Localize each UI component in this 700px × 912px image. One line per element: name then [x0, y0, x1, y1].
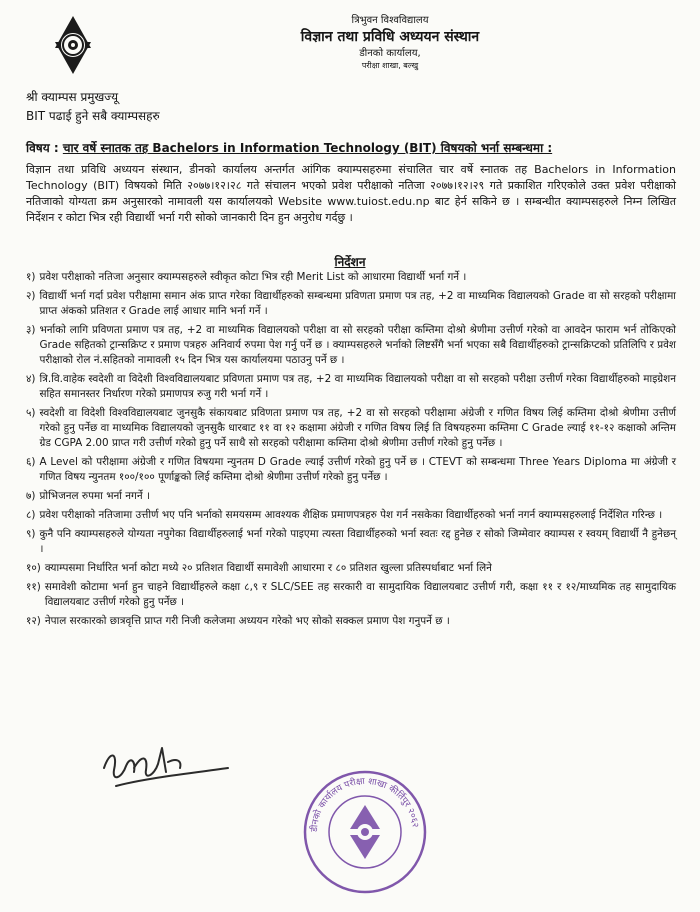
directive-text: समावेशी कोटामा भर्ना हुन चाहने विद्यार्थीहरुले कक्षा ८,९ र SLC/SEE तह सरकारी वा सामुदायिक विद्यालयबाट उत्तीर्ण गरी, कक्षा ११ र १२/माध्यमिक तह सामुदायिक विद्यालयबाट उत्तीर्ण गरेको हुनु पर्नेछ । [44, 581, 676, 608]
directive-number: १०) [26, 562, 41, 574]
directive-number: ९) [26, 528, 36, 540]
directive-number: ६) [26, 456, 36, 468]
recipient-line-2: BIT पढाई हुने सबै क्याम्पसहरु [26, 109, 160, 123]
directive-item [26, 614, 676, 629]
subject-line [26, 140, 676, 156]
branch-name: परीक्षा शाखा, बल्खु [361, 61, 419, 70]
directive-item [26, 270, 676, 285]
directive-number: ३) [26, 324, 36, 336]
directive-item [26, 527, 676, 557]
directive-number: १२) [26, 615, 41, 627]
directive-text: स्वदेशी वा विदेशी विश्वविद्यालयबाट जुनसुकै संकायबाट प्रविणता प्रमाण पत्र तह, +2 वा सो सरहको परीक्षामा अंग्रेजी र गणित विषय लिई कम्तिमा दोश्रो श्रेणीमा उत्तीर्ण गरेको हुनु पर्नेछ वा माध्यमिक विद्यालयको जुनसुकै धारबाट ११ वा १२ कक्षामा अंग्रेजी र गणित विषय लिई ति विषयहरुमा कम्तिमा C Grade ल्याई ११-१२ कक्षाको अन्तिम ग्रेड CGPA 2.00 प्राप्त गरी उत्तीर्ण गरेको हुनु पर्ने साथै सो सरहको परीक्षामा कम्तिमा दोश्रो श्रेणीमा उत्तीर्ण गरेको हुनु पर्नेछ । [39, 407, 676, 449]
directive-item [26, 289, 676, 319]
directive-text: विद्यार्थी भर्ना गर्दा प्रवेश परीक्षामा समान अंक प्राप्त गरेका विद्यार्थीहरुको सम्बन्धमा प्रविणता प्रमाण पत्र तह, +2 वा माध्यमिक विद्यालयको Grade वा सो सरहको परीक्षामा प्राप्त अंकको प्रतिशत र Grade लाई आधार मानि भर्ना गर्ने । [39, 290, 676, 317]
directive-text: प्रवेश परीक्षाको नतिजा अनुसार क्याम्पसहरुले स्वीकृत कोटा भित्र रही Merit List को आधारमा विद्यार्थी भर्ना गर्ने । [39, 271, 467, 283]
directive-item [26, 508, 676, 523]
directive-number: ४) [26, 373, 36, 385]
subject-label: विषय : [26, 141, 59, 155]
directive-text: कुनै पनि क्याम्पसहरुले योग्यता नपुगेका विद्यार्थीहरुलाई भर्ना गरेको पाइएमा त्यस्ता विद्यार्थीहरुको भर्ना स्वतः रद्द हुनेछ र सोको जिम्मेवार क्याम्पस र स्वयम् विद्यार्थी नै हुनेछन् । [39, 528, 676, 555]
office-stamp-icon [300, 765, 430, 900]
directive-text: भर्नाको लागि प्रविणता प्रमाण पत्र तह, +2 वा माध्यमिक विद्यालयको परीक्षा वा सो सरहको परीक्षा कम्तिमा दोश्रो श्रेणीमा उत्तीर्ण गरेको वा आवदेन फाराम भर्न तोकिएको Grade सहितको ट्रान्सक्रिप्ट र प्रमाण पत्रहरु अनिवार्य रुपमा पेश गर्नु पर्ने छ । क्याम्पसहरुले भर्नाको लिष्टसँगै भर्ना भएका सबै विद्यार्थीहरुको ट्रान्सक्रिप्टको प्रतिलिपि र प्रवेश परीक्षाको रोल नं.सहितको नामावली १५ दिन भित्र यस कार्यालयमा पठाउनु पर्ने छ । [39, 324, 677, 366]
signature-icon [96, 738, 236, 798]
directive-text: A Level को परीक्षामा अंग्रेजी र गणित विषयमा न्युनतम D Grade ल्याई उत्तीर्ण गरेको हुनु पर्ने छ । CTEVT को सम्बन्धमा Three Years Diploma मा अंग्रेजी र गणित विषय न्युनतम १००/१०० पूर्णाङ्कको लिई कम्तिमा दोश्रो श्रेणीमा उत्तीर्ण गरेको हुनु पर्नेछ । [39, 456, 676, 483]
directive-item [26, 372, 676, 402]
university-name: त्रिभुवन विश्वविद्यालय [351, 15, 429, 26]
directive-item [26, 489, 676, 504]
directive-number: २) [26, 290, 36, 302]
directive-text: नेपाल सरकारको छात्रवृत्ति प्राप्त गरी निजी कलेजमा अध्ययन गरेको भए सोको सक्कल प्रमाण पेश गनुपर्ने छ । [44, 615, 450, 627]
stamp-text: डीनको कार्यालय परीक्षा शाखा कीर्तिपुर २०६२ [309, 776, 420, 833]
intro-paragraph: विज्ञान तथा प्रविधि अध्ययन संस्थान, डीनको कार्यालय अन्तर्गत आंगिक क्याम्पसहरुमा संचालित चार वर्षे स्नातक तह Bachelors in Information Technology (BIT) विषयको मिति २०७७।१२।२८ गते संचालन भएको प्रवेश परीक्षाको नतिजा २०७७।१२।२९ गते प्रकाशित गरिएकोले उक्त प्रवेश परीक्षाको नतिजाको योग्यता क्रम अनुसारको नामावली यस कार्यालयको Website www.tuiost.edu.np बाट हेर्न सकिने छ । सम्बन्धीत क्याम्पसहरुले निम्न लिखित निर्देशन र कोटा भित्र रही विद्यार्थी भर्ना गरी सोको जानकारी दिन हुन अनुरोध गर्दछु । [26, 163, 676, 224]
subject-text: चार वर्षे स्नातक तह Bachelors in Information Technology (BIT) विषयको भर्ना सम्बन्धमा : [62, 141, 553, 155]
directive-item [26, 561, 676, 576]
office-name: डीनको कार्यालय, [359, 48, 421, 59]
letterhead [250, 14, 530, 71]
institute-name: विज्ञान तथा प्रविधि अध्ययन संस्थान [300, 29, 480, 45]
directive-number: १) [26, 271, 36, 283]
directive-number: ५) [26, 407, 36, 419]
directive-text: क्याम्पसमा निर्धारित भर्ना कोटा मध्ये २० प्रतिशत विद्यार्थी समावेशी आधारमा र ८० प्रतिशत खुल्ला प्रतिस्पर्धाबाट भर्ना लिने [44, 562, 492, 574]
directive-item [26, 455, 676, 485]
directive-text: त्रि.वि.वाहेक स्वदेशी वा विदेशी विश्वविद्यालयबाट प्रविणता प्रमाण पत्र तह, +2 वा माध्यमिक विद्यालयको परीक्षा वा सो सरहको परीक्षा उत्तीर्ण गरेका विद्यार्थीहरुको माइग्रेशन सहित समानस्तर निर्धारण गरेको प्रमाणपत्र रुजु गरी भर्ना गर्ने । [39, 373, 676, 400]
directive-text: प्रोभिजनल रुपमा भर्ना नगर्ने । [39, 490, 150, 502]
recipient-block [26, 88, 160, 126]
directives-list [26, 270, 676, 633]
directive-item [26, 323, 676, 368]
directives-title: निर्देशन [334, 255, 366, 269]
directive-text: प्रवेश परीक्षाको नतिजामा उत्तीर्ण भए पनि भर्नाको समयसम्म आवश्यक शैक्षिक प्रमाणपत्रहरु पेश गर्न नसकेका विद्यार्थीहरुको भर्ना नगर्न क्याम्पसहरुलाई निर्देशित गरिन्छ । [39, 509, 663, 521]
directive-number: ८) [26, 509, 36, 521]
directive-item [26, 580, 676, 610]
recipient-line-1: श्री क्याम्पस प्रमुखज्यू [26, 90, 119, 104]
tribhuvan-university-logo-icon [40, 14, 106, 76]
directive-number: ७) [26, 490, 36, 502]
directive-item [26, 406, 676, 451]
directive-number: ११) [26, 581, 41, 593]
